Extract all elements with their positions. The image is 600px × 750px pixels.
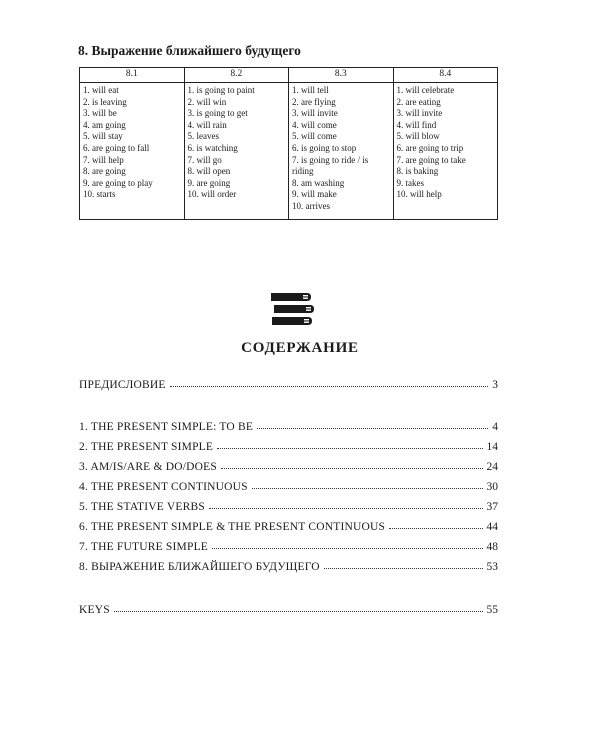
answer-line: 6. are going to trip [396, 142, 464, 153]
answer-line: 7. is going to ride / is [292, 154, 369, 165]
dot-leader [170, 385, 489, 387]
answer-line: 2. are eating [396, 96, 441, 107]
table-header-row [80, 68, 498, 83]
answer-line: 6. is going to stop [292, 142, 357, 153]
toc-entry-title: 5. THE STATIVE VERBS [79, 501, 205, 513]
answer-line: 2. is leaving [83, 96, 127, 107]
toc-entry-title: 8. ВЫРАЖЕНИЕ БЛИЖАЙШЕГО БУДУЩЕГО [79, 561, 320, 573]
toc-entry-title: 6. THE PRESENT SIMPLE & THE PRESENT CONTINUOUS [79, 521, 386, 533]
table-row [80, 83, 498, 220]
toc-entry-page: 44 [486, 521, 498, 533]
toc-entry-title: 7. THE FUTURE SIMPLE [79, 541, 209, 553]
toc-entry-page: 55 [486, 604, 498, 616]
toc-entry[interactable] [79, 517, 498, 533]
dot-leader [114, 610, 483, 612]
answer-cell-8-2 [184, 83, 289, 220]
dot-leader [389, 527, 482, 529]
section-heading: 8. Выражение ближайшего будущего [78, 43, 301, 58]
dot-leader [252, 487, 483, 489]
column-header: 8.3 [289, 68, 394, 83]
column-header: 8.4 [393, 68, 498, 83]
dot-leader [221, 467, 483, 469]
dot-leader [324, 567, 483, 569]
answer-line: 10. will help [396, 189, 442, 200]
answer-line: 8. are going [83, 166, 126, 177]
toc-entry-page: 48 [486, 541, 498, 553]
toc-entry-title: KEYS [79, 604, 110, 616]
answer-line: 4. will come [292, 119, 337, 130]
answer-line: 2. are flying [292, 96, 336, 107]
answer-line: 5. leaves [187, 131, 219, 142]
toc-entry[interactable] [79, 600, 498, 616]
answer-line: 9. takes [396, 177, 424, 188]
answer-line: 5. will come [292, 131, 337, 142]
answer-line: 1. is going to paint [187, 85, 255, 95]
dot-leader [212, 547, 482, 549]
answer-line: 8. is baking [396, 166, 439, 177]
toc-entry[interactable] [79, 457, 498, 473]
answer-line: 8. will open [187, 166, 231, 177]
toc-entry[interactable] [79, 497, 498, 513]
answer-line: 6. is watching [187, 142, 238, 153]
answer-line: 1. will eat [83, 85, 119, 95]
toc-entry-title: 3. AM/IS/ARE & DO/DOES [79, 461, 217, 473]
answer-line: 3. will invite [396, 108, 443, 119]
answer-line: riding [292, 166, 314, 177]
answer-line: 5. will stay [83, 131, 123, 142]
toc-entry[interactable] [79, 557, 498, 573]
answer-line: 3. is going to get [187, 108, 248, 119]
answer-line: 9. will make [292, 189, 337, 200]
answer-line: 1. will tell [292, 85, 329, 95]
answer-line: 2. will win [187, 96, 227, 107]
answer-cell-8-4 [393, 83, 498, 220]
answer-line: 4. am going [83, 119, 126, 130]
answer-keys-table [79, 67, 498, 220]
answer-line: 10. starts [83, 189, 116, 200]
toc-entry[interactable] [79, 537, 498, 553]
answer-line: 10. will order [187, 189, 237, 200]
toc-entry-title: 2. THE PRESENT SIMPLE [79, 441, 214, 453]
toc-entry-title: 4. THE PRESENT CONTINUOUS [79, 481, 248, 493]
toc-entry[interactable] [79, 417, 498, 433]
toc-entry-page: 3 [492, 379, 498, 391]
dot-leader [217, 447, 482, 449]
toc-entry[interactable] [79, 477, 498, 493]
answer-line: 10. arrives [292, 200, 330, 211]
answer-line: 7. will help [83, 154, 124, 165]
toc-entry-page: 53 [486, 561, 498, 573]
toc-entry-title: ПРЕДИСЛОВИЕ [79, 379, 166, 391]
column-header: 8.2 [184, 68, 289, 83]
answer-cell-8-3 [289, 83, 394, 220]
answer-line: 3. will be [83, 108, 117, 119]
toc-entry-page: 14 [486, 441, 498, 453]
toc-entry-page: 24 [486, 461, 498, 473]
answer-line: 7. will go [187, 154, 222, 165]
toc-entry-page: 4 [492, 421, 498, 433]
answer-line: 9. are going to play [83, 177, 153, 188]
toc-entry[interactable] [79, 375, 498, 391]
answer-line: 9. are going [187, 177, 231, 188]
toc-entry-page: 37 [486, 501, 498, 513]
toc-title: СОДЕРЖАНИЕ [241, 340, 359, 356]
dot-leader [257, 427, 488, 429]
answer-line: 6. are going to fall [83, 142, 150, 153]
stacked-books-icon [268, 283, 316, 331]
column-header: 8.1 [80, 68, 185, 83]
toc-entry-title: 1. THE PRESENT SIMPLE: TO BE [79, 421, 254, 433]
answer-line: 3. will invite [292, 108, 338, 119]
answer-line: 8. am washing [292, 177, 345, 188]
answer-line: 5. will blow [396, 131, 440, 142]
dot-leader [209, 507, 483, 509]
toc-entry[interactable] [79, 437, 498, 453]
answer-line: 7. are going to take [396, 154, 466, 165]
toc-entry-page: 30 [486, 481, 498, 493]
answer-line: 4. will rain [187, 119, 227, 130]
answer-cell-8-1 [80, 83, 185, 220]
answer-line: 1. will celebrate [396, 85, 455, 95]
answer-line: 4. will find [396, 119, 437, 130]
